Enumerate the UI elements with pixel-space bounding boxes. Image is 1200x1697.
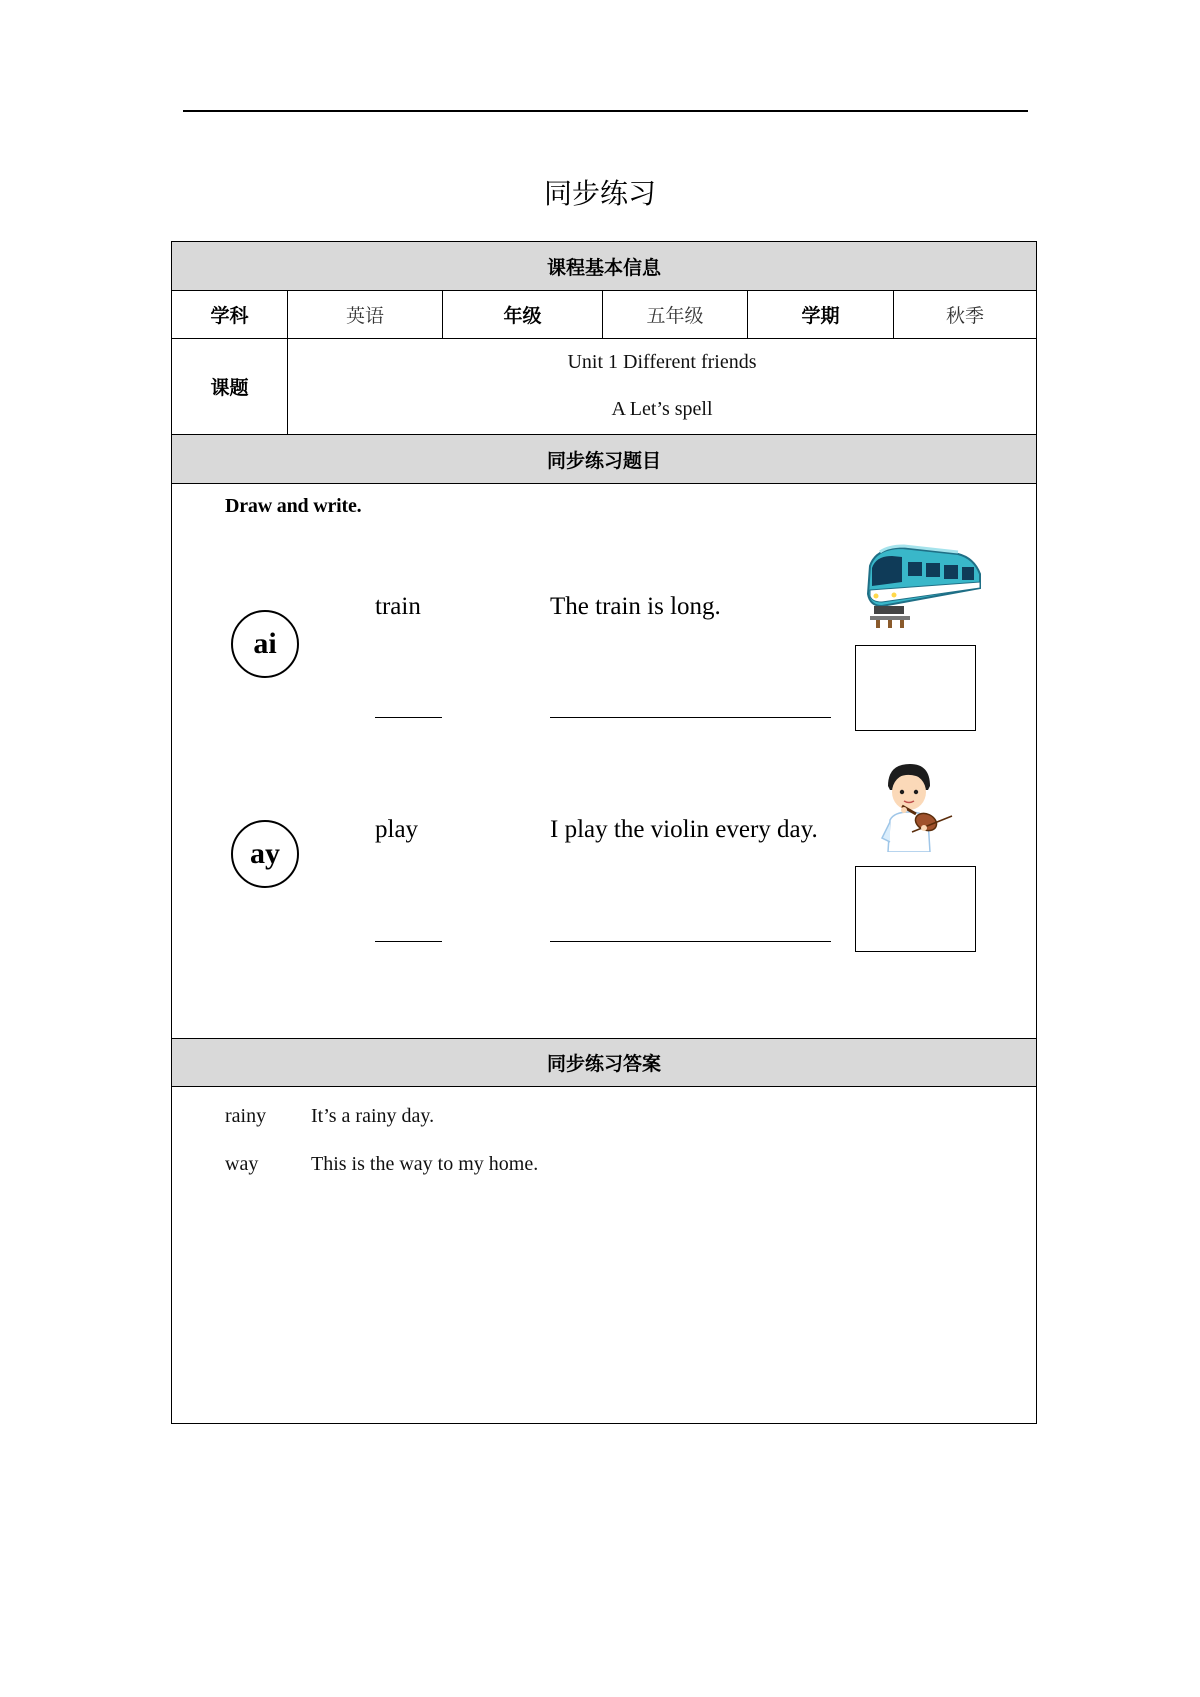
- course-info-header-label: 课程基本信息: [546, 256, 661, 279]
- topic-lesson: A Let’s spell: [611, 398, 713, 420]
- answer-header: [172, 1038, 1036, 1087]
- topic-unit: Unit 1 Different friends: [567, 351, 757, 373]
- sentence-play: I play the violin every day.: [550, 816, 818, 843]
- sound-circle-ay: [231, 820, 299, 888]
- sound-circle-ai: [231, 610, 299, 678]
- draw-box-1[interactable]: [855, 645, 976, 731]
- grade-value: 五年级: [603, 291, 748, 338]
- answer-word-2: way: [225, 1153, 259, 1175]
- train-picture: [862, 540, 982, 632]
- worksheet-table: [171, 241, 1037, 1424]
- answer-sentence-2: This is the way to my home.: [311, 1153, 539, 1175]
- header-rule: [183, 110, 1028, 112]
- exercise-area: [172, 242, 1036, 1423]
- exercise-instruction: Draw and write.: [225, 495, 362, 517]
- term-label: 学期: [748, 291, 894, 338]
- sentence-blank-1[interactable]: [550, 717, 831, 718]
- sentence-train: The train is long.: [550, 593, 721, 620]
- sentence-blank-2[interactable]: [550, 941, 831, 942]
- document-title: 同步练习: [543, 177, 656, 210]
- boy-violin-picture: [876, 760, 956, 852]
- term-value: 秋季: [945, 305, 984, 327]
- sound-ay: ay: [250, 837, 280, 870]
- subject-label: 学科: [172, 291, 288, 338]
- exercise-header-label: 同步练习题目: [546, 449, 661, 472]
- topic-label: 课题: [172, 339, 288, 434]
- word-blank-2[interactable]: [375, 941, 442, 942]
- grade-label: 年级: [443, 291, 603, 338]
- word-blank-1[interactable]: [375, 717, 442, 718]
- word-play: play: [375, 816, 419, 843]
- sound-ai: ai: [253, 627, 277, 660]
- draw-box-2[interactable]: [855, 866, 976, 952]
- answer-sentence-1: It’s a rainy day.: [311, 1105, 435, 1127]
- word-train: train: [375, 593, 421, 620]
- subject-value: 英语: [288, 291, 443, 338]
- answer-word-1: rainy: [225, 1105, 267, 1127]
- answer-header-label: 同步练习答案: [546, 1053, 661, 1075]
